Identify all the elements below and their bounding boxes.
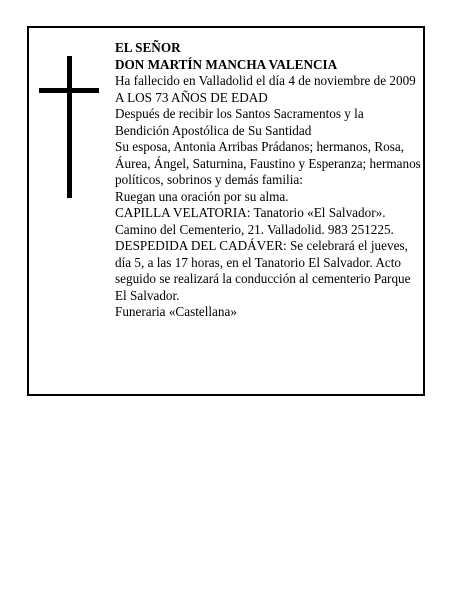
death-announcement: Ha fallecido en Valladolid el día 4 de noviembre de 2009 bbox=[115, 73, 416, 88]
cross-horizontal-bar bbox=[39, 88, 99, 93]
honorific-line: EL SEÑOR bbox=[115, 40, 181, 55]
family-line: Su esposa, Antonia Arribas Prádanos; hermanos, Rosa, Áurea, Ángel, Saturnina, Faustino y Esperanza; hermanos políticos, sobrinos y demás familia: bbox=[115, 139, 421, 187]
deceased-name: DON MARTÍN MANCHA VALENCIA bbox=[115, 56, 338, 72]
chapel-info: CAPILLA VELATORIA: Tanatorio «El Salvador». Camino del Cementerio, 21. Valladolid. 983 251225. bbox=[115, 205, 394, 237]
age-line: A LOS 73 AÑOS DE EDAD bbox=[115, 89, 268, 105]
sacraments-line: Después de recibir los Santos Sacramentos y la Bendición Apostólica de Su Santidad bbox=[115, 106, 364, 138]
prayer-request: Ruegan una oración por su alma. bbox=[115, 188, 289, 204]
farewell-info: DESPEDIDA DEL CADÁVER: Se celebrará el jueves, día 5, a las 17 horas, en el Tanatorio El Salvador. Acto seguido se realizará la conducción al cementerio Parque El Salvador. bbox=[115, 238, 411, 303]
notice-text bbox=[115, 40, 421, 321]
cross-vertical-bar bbox=[67, 56, 72, 198]
obituary-notice bbox=[27, 26, 425, 396]
funeral-home: Funeraria «Castellana» bbox=[115, 304, 237, 319]
cross-icon bbox=[39, 56, 99, 198]
